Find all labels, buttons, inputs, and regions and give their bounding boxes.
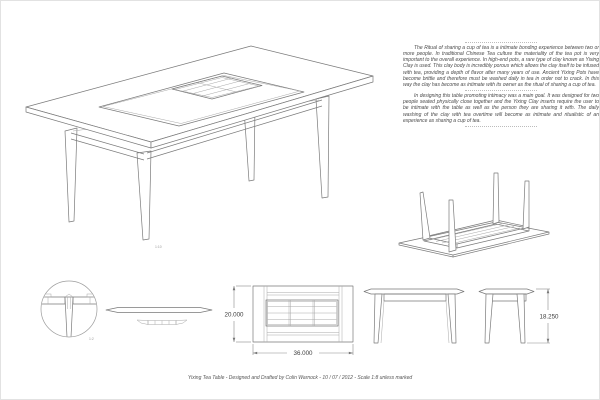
sheet-caption: Yixing Tea Table - Designed and Drafted by Colin Warnock - 10 / 07 / 2012 - Scale 1:8 unless marked [187,375,413,381]
side-elevation-legs [485,294,525,343]
plan-tray-grid [266,300,338,326]
tabletop-profile-drawing [104,301,214,331]
side-elevation-drawing [476,285,591,347]
front-elevation-apron [384,294,446,301]
perspective-table-drawing [19,21,384,256]
plan-depth-dimension-text: 20.000 [224,311,244,319]
perspective-scale-label: 1:10 [155,245,162,249]
inverted-table-drawing [396,164,561,264]
side-elevation-top [479,289,534,294]
top-edge-profile [106,308,212,313]
plan-view-drawing [217,283,362,361]
table-height-dimension [527,289,559,343]
detail-leg [65,294,73,337]
plan-width-dimension-text: 36.000 [293,350,313,358]
plan-depth-dimension [225,286,251,342]
front-elevation-top [364,289,464,294]
tray-profile [137,320,187,325]
table-height-dimension-text: 18.250 [539,313,559,321]
joint-detail-drawing [39,279,105,345]
separator-top [465,42,537,43]
separator-bottom [465,126,537,127]
description-block [403,40,599,129]
front-elevation-drawing [361,285,469,347]
description-paragraph-1: The Ritual of sharing a cup of tea is a intimate bonding experience between two or more people. In traditional Chinese Tea culture the materiality of the tea pot is very important to the overall experience. In high-end pots, a rare type of clay known as Yixing Clay is used. This clay body is incredibly porous which allows the clay itself to be infused with tea, providing a depth of flavor after many years of use. Ancient Yixing Pots have become brittle and therefore must be washed daily in tea in order not to crack. In this way the clay has become as intimate with its owner as the ritual of sharing a cup of tea. [403,45,599,88]
description-paragraph-2: In designing this table promoting intimacy was a main goal. It was designed for two people seated physically close together and the Yixing Clay inserts require the user to be intimate with the table as well as the person they are sharing it with. The daily washing of the clay with tea overtime will become as intimate and ritualistic of an experience as sharing a cup of tea. [403,93,599,124]
front-elevation-legs [374,294,456,343]
plan-width-dimension [253,344,353,357]
separator-middle [465,90,537,91]
detail-scale-label: 1:2 [89,337,94,341]
